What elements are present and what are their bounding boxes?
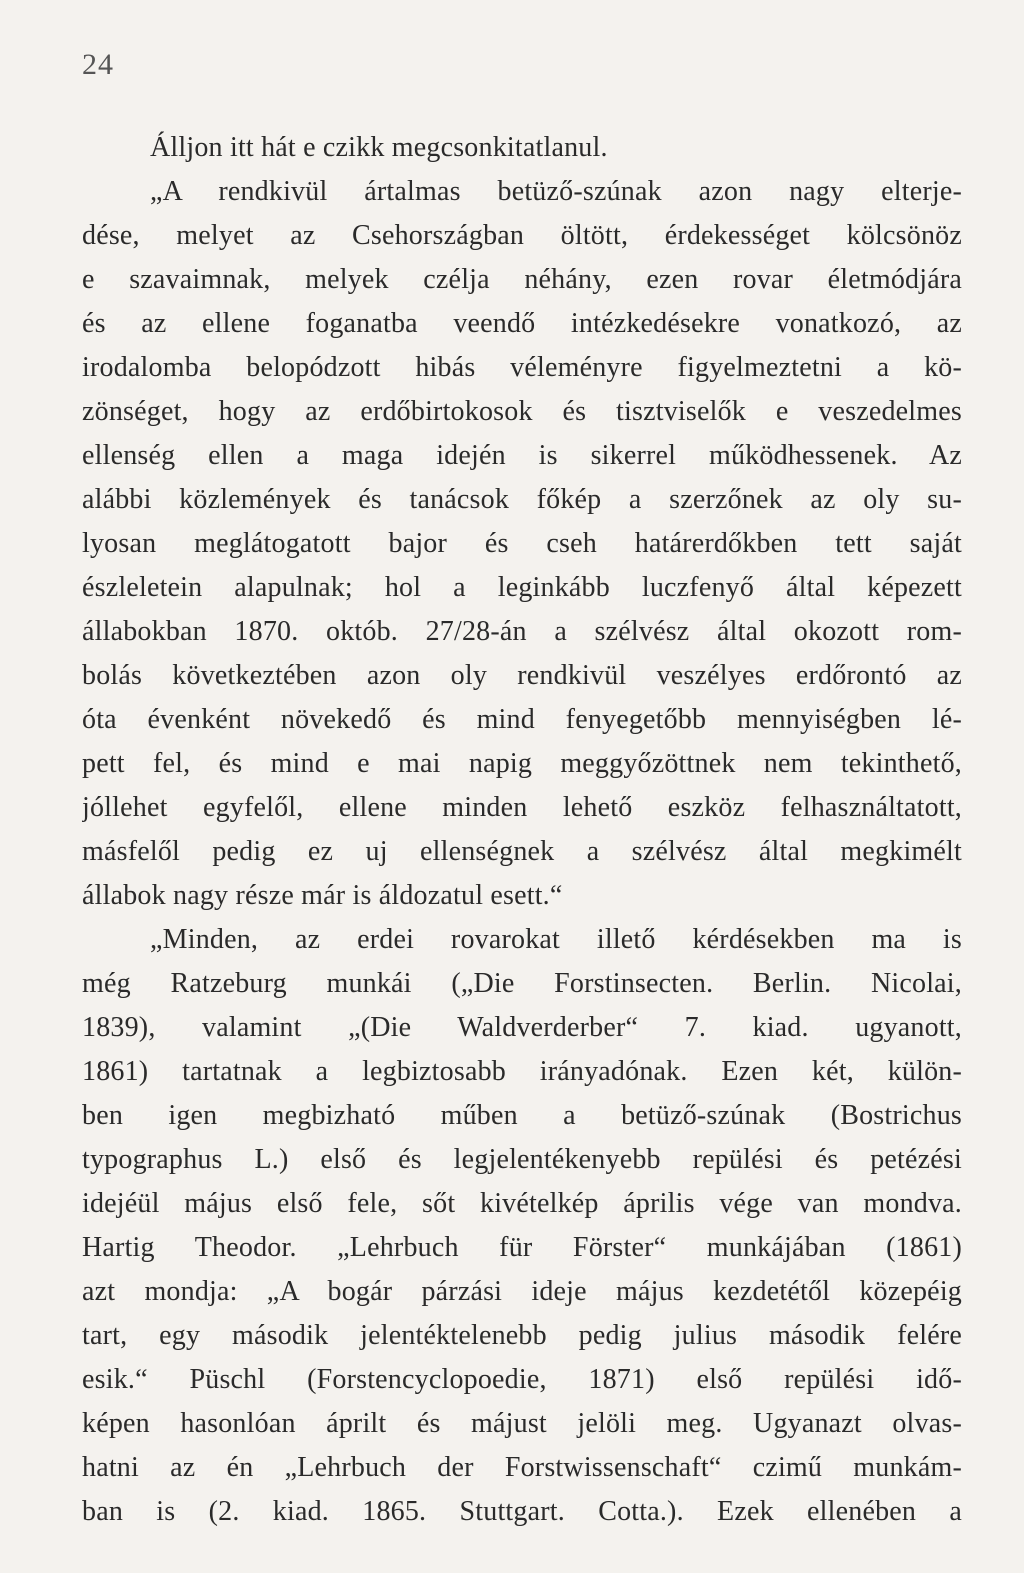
text-line: ban is (2. kiad. 1865. Stuttgart. Cotta.). Ezek ellenében a xyxy=(82,1496,962,1527)
text-line: esik.“ Püschl (Forstencyclopoedie, 1871) első repülési idő- xyxy=(82,1364,962,1395)
text-line: ben igen megbizható műben a betüző-szúnak (Bostrichus xyxy=(82,1100,962,1131)
text-line: óta évenként növekedő és mind fenyegetőbb mennyiségben lé- xyxy=(82,704,962,735)
text-line: dése, melyet az Csehországban öltött, érdekességet kölcsönöz xyxy=(82,220,962,251)
text-line: bolás következtében azon oly rendkivül veszélyes erdőrontó az xyxy=(82,660,962,691)
text-line: észleletein alapulnak; hol a leginkább luczfenyő által képezett xyxy=(82,572,962,603)
text-line: 1839), valamint „(Die Waldverderber“ 7. kiad. ugyanott, xyxy=(82,1012,962,1043)
page-number: 24 xyxy=(82,48,114,81)
text-line: idejéül május első fele, sőt kivételkép április vége van mondva. xyxy=(82,1188,962,1219)
text-line: tart, egy második jelentéktelenebb pedig julius második felére xyxy=(82,1320,962,1351)
text-line: Álljon itt hát e czikk megcsonkitatlanul. xyxy=(150,132,608,163)
text-line: másfelől pedig ez uj ellenségnek a szélvész által megkimélt xyxy=(82,836,962,867)
text-line: és az ellene foganatba veendő intézkedésekre vonatkozó, az xyxy=(82,308,962,339)
text-line: hatni az én „Lehrbuch der Forstwissenschaft“ czimű munkám- xyxy=(82,1452,962,1483)
text-line: „Minden, az erdei rovarokat illető kérdésekben ma is xyxy=(150,924,962,955)
text-line: e szavaimnak, melyek czélja néhány, ezen rovar életmódjára xyxy=(82,264,962,295)
text-line: állabok nagy része már is áldozatul esett.“ xyxy=(82,880,563,911)
text-line: 1861) tartatnak a legbiztosabb irányadónak. Ezen két, külön- xyxy=(82,1056,962,1087)
text-line: lyosan meglátogatott bajor és cseh határerdőkben tett saját xyxy=(82,528,962,559)
text-line: jóllehet egyfelől, ellene minden lehető eszköz felhasználtatott, xyxy=(82,792,962,823)
text-line: alábbi közlemények és tanácsok főkép a szerzőnek az oly su- xyxy=(82,484,962,515)
text-line: pett fel, és mind e mai napig meggyőzöttnek nem tekinthető, xyxy=(82,748,962,779)
text-line: typographus L.) első és legjelentékenyebb repülési és petézési xyxy=(82,1144,962,1175)
text-line: ellenség ellen a maga idején is sikerrel működhessenek. Az xyxy=(82,440,962,471)
text-line: Hartig Theodor. „Lehrbuch für Förster“ munkájában (1861) xyxy=(82,1232,962,1263)
text-line: azt mondja: „A bogár párzási ideje május kezdetétől közepéig xyxy=(82,1276,962,1307)
text-line: „A rendkivül ártalmas betüző-szúnak azon nagy elterje- xyxy=(150,176,962,207)
text-line: állabokban 1870. októb. 27/28-án a szélvész által okozott rom- xyxy=(82,616,962,647)
text-line: irodalomba belopódzott hibás véleményre figyelmeztetni a kö- xyxy=(82,352,962,383)
text-line: még Ratzeburg munkái („Die Forstinsecten. Berlin. Nicolai, xyxy=(82,968,962,999)
text-line: képen hasonlóan áprilt és májust jelöli meg. Ugyanazt olvas- xyxy=(82,1408,962,1439)
text-line: zönséget, hogy az erdőbirtokosok és tisztviselők e veszedelmes xyxy=(82,396,962,427)
